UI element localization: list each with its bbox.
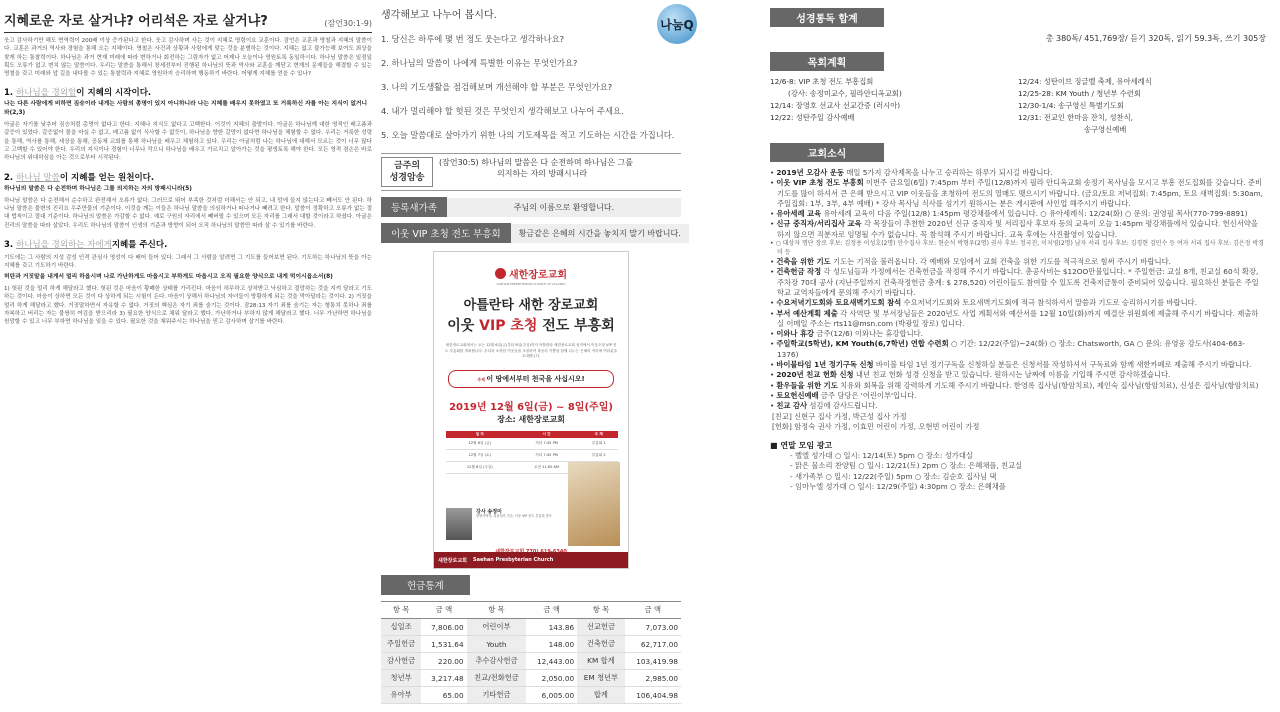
sermon-intro: 웃고 감사하기만 해도 면역력이 200배 이상 증가된다고 한다. 웃고 감사하며 사는 것이 지혜로 명령이요 교훈이다. 잠언은 교훈과 명철과 지혜의 말씀이다. 교훈은 과거의 역사와 경험을 통해 오는 지혜이다. 명철은 사건과 상황과 사람에게 맞는 것을 분별하는 것이다. 지혜는 없고 불가능해 보여도 최상을 찾게 하는 통찰력이다. 하나님은 과거 현재 미래에 따라 변하거나 회전하는 그림자가 없고 어제나 오늘이나 영원토록 동일하시다. 하나님 말씀은 일점일획도 오류가 없고 변치 않는 말씀이다. 우리는 말씀을 통해서 창세전부터 진행된 하나님의 뜻과 역사와 교훈을 깨닫고 현재의 문제들을 해결할 수 있는 명철을 갖고 미래와 앞 길을 내다볼 수 있는 통찰력과 지혜로 영원하지 승리하며 행동하기 바란다. 어떻게 지혜를 얻을 수 있나?: [4, 38, 372, 78]
section-2-underline: 하나님 말씀: [16, 172, 60, 183]
sched-cell: 저녁 7:45 PM: [514, 449, 580, 461]
offering-header: 항 목: [577, 602, 625, 619]
church-news-label: 교회소식: [770, 143, 884, 162]
memory-verse-line-2: 의지하는 자의 방패시니라: [497, 169, 588, 178]
news-item-title: 건축헌금 작정: [776, 267, 822, 277]
news-item: [770, 422, 1264, 432]
ministry-plan: [770, 77, 1280, 135]
news-item-text: 섬김에 감사드립니다.: [807, 401, 878, 411]
news-item-text: [헌화] 함정숙 권사 가정, 이효민 어린이 가정, 오현빈 어린이 가정: [772, 421, 980, 431]
news-item-text: 금주(12/6) 이와나는 휴강합니다.: [814, 329, 924, 339]
questions-heading: 생각해보고 나누어 봅시다.: [381, 10, 497, 21]
table-cell: 220.00: [421, 653, 466, 670]
table-cell: 2,985.00: [625, 670, 681, 687]
memory-verse-label-1: 금주의: [393, 161, 421, 171]
news-item-title: 2019년 오감사 운동: [776, 168, 844, 177]
section-3-heading: 3. 하나님을 경외하는 자에게지혜를 주신다.: [4, 240, 168, 251]
table-cell: 143.86: [526, 619, 577, 636]
meeting-item: - 벨엘 성가대 ○ 일시: 12/14(토) 5pm ○ 장소: 성가대실: [790, 451, 973, 461]
section-1-title: 이 지혜의 시작이다.: [76, 88, 152, 99]
news-item-text: 각 사역단 및 부서장님들은 2020년도 사업 계획서와 예산서를 12월 10일(화)까지 예결산 위원회에 제출해 주시기 바랍니다. 제출하실 이메일 주소는 rts11@msn.com (박광일 장로) 입니다.: [777, 308, 1259, 328]
ministry-plan-label: 목회계획: [770, 52, 884, 71]
news-item-text: 기도는 기적을 불러옵니다. 각 예배와 모임에서 교회 건축을 위한 기도를 적극적으로 힘써 주시기 바랍니다.: [830, 257, 1171, 267]
table-row: [381, 619, 681, 636]
news-item-title: 바이블타임 1년 정기구독 신청: [776, 360, 874, 370]
bible-reading-stats: 총 380독/ 451,769장/ 듣기 320독, 읽기 59.3독, 쓰기 305장: [1045, 34, 1266, 43]
vip-text: 황금같은 은혜의 시간을 놓치지 말기 바랍니다.: [511, 224, 689, 243]
speaker-bio: 찬양사역자, 복음성가 가수, 이웃 VIP 전도 부흥회 강사: [476, 514, 552, 519]
news-item-title: 유아세례 교육: [776, 209, 822, 219]
flyer-title-2-pre: 이웃: [447, 318, 480, 334]
news-item-title: 이와나 휴강: [776, 329, 815, 339]
table-cell: 7,806.00: [421, 619, 466, 636]
offering-row: [381, 575, 681, 595]
revival-flyer: [433, 251, 629, 569]
speaker-photo: [446, 508, 472, 540]
table-cell: 청년부: [381, 670, 421, 687]
news-item-text: 치유와 회복을 위해 강력하게 기도해 주시기 바랍니다. 한영록 집사님(항암치료), 제인숙 집사님(항암치료), 신성은 집사님(항암치료): [837, 380, 1259, 390]
plan-item: 12/22: 성탄주일 감사예배: [770, 113, 855, 122]
plan-item: 12/24: 성탄이브 징글벨 축제, 유아세례식: [1018, 77, 1152, 86]
section-1-underline: 하나님을 경외함: [16, 88, 77, 99]
news-item-text: 바이블 타임 1년 정기구독을 신청하실 분들은 신청서를 작성하셔서 구독료와 함께 새한카페로 제출해 주시기 바랍니다.: [873, 360, 1252, 370]
question-3: 3. 나의 기도생활을 점검해보며 개선해야 할 부분은 무엇인가요?: [381, 82, 613, 92]
vip-label: 이웃 VIP 초청 전도 부흥회: [381, 223, 511, 243]
flyer-slogan: [448, 370, 614, 388]
section-2-title: 이 지혜를 얻는 원천이다.: [59, 172, 155, 183]
sched-header: 시 간: [514, 431, 580, 438]
sermon-title: 지혜로운 자로 살거냐? 어리석은 자로 살거냐?: [4, 14, 268, 29]
sched-row: [446, 438, 618, 450]
section-3-verse: 허탄과 거짓말을 내게서 멀리 하옵시며 나로 가난하게도 마옵시고 부하게도 마옵시고 오직 필요한 양식으로 내게 먹이시옵소서(8): [4, 273, 333, 280]
table-cell: 기타헌금: [467, 687, 527, 704]
church-logo-icon: [495, 268, 506, 279]
flyer-logo: [434, 266, 628, 281]
news-item-title: 건축을 위한 기도: [776, 257, 831, 267]
news-item-text: ○ 기간: 12/22(주일)~24(화) ○ 장소: Chatsworth, GA ○ 문의: 유영웅 강도사(404-663-1376): [777, 339, 1245, 359]
question-5: 5. 오늘 말씀대로 살아가기 위한 나의 기도제목을 적고 기도하는 시간을 가집니다.: [381, 130, 675, 140]
sermon-reference: (잠언30:1-9): [324, 19, 372, 28]
middle-column: [381, 0, 694, 712]
bible-reading-label: 성경통독 합계: [770, 8, 884, 27]
question-2: 2. 하나님의 말씀이 나에게 특별한 이유는 무엇인가요?: [381, 58, 578, 68]
table-cell: 감사헌금: [381, 653, 421, 670]
news-item: [770, 391, 1264, 401]
news-item: [770, 370, 1264, 380]
memory-verse-label-2: 성경암송: [389, 173, 425, 183]
news-item: [770, 209, 1264, 219]
flyer-footer: [434, 552, 628, 568]
memory-verse-text: [433, 157, 681, 187]
sched-cell: 부흥회 1: [580, 438, 618, 450]
news-item-title: 이웃 VIP 초청 전도 부흥회: [776, 178, 864, 188]
vip-row: [381, 223, 681, 243]
news-item-title: 친교 감사: [776, 401, 808, 411]
sched-cell: 저녁 7:45 PM: [514, 438, 580, 450]
memory-verse-box: [381, 153, 681, 191]
news-item: [770, 219, 1264, 240]
news-item-title: 환우들을 위한 기도: [776, 380, 838, 390]
news-item-text: [친교] 신현구 집사 가정, 박근성 집사 가정: [772, 411, 907, 421]
plan-item: 12/14: 장영호 선교사 선교간증 (러시아): [770, 101, 901, 110]
table-cell: 103,419.98: [625, 653, 681, 670]
table-cell: EM 청년부: [577, 670, 625, 687]
table-cell: 유아부: [381, 687, 421, 704]
news-item: [770, 309, 1264, 330]
table-cell: 148.00: [526, 636, 577, 653]
table-cell: 추수감사헌금: [467, 653, 527, 670]
news-item-text: 매일 5가지 감사제목을 나누고 승리하는 하루가 되시길 바랍니다.: [844, 168, 1053, 177]
section-2-verse: 하나님의 말씀은 다 순전하며 하나님은 그를 의지하는 자의 방패시니라(5): [4, 185, 192, 192]
plan-item: [770, 125, 1018, 135]
section-3-body: 1) 헛된 것을 멀리 하게 해달라고 했다. 헛된 것은 마음이 황폐한 상태를 가리킨다. 마음이 허무하고 상처받고 낙심하고 절망하는 것을 지켜 달라고 기도하는 것이다. 마음이 상하면 모든 것이 다 상하게 되는 시험이 든다. 마음이 상해서 하나님의 자녀들이 방황하게 되는 것을 막아달라는 것이다. 2) 거짓을 멀리 하게 해달라고 했다. 거짓말하면서 자유할 수 없다. 거짓의 핵심은 자기 죄를 숨기는 것이다. 잠28:13 자기 죄를 숨기는 자는 형통치 못하나 죄를 자복하고 버리는 자는 불쌍히 여김을 받으리라 3) 필요한 양식으로 채워 달라고 했다. 가난하거나 부하지 않게 해달라고 했다. 너무 가난하면 하나님을 원망할 수 있고 너무 부하면 하나님을 잊을 수 있다. 필요한 것을 채워주시는 하나님을 믿고 감사하며 살기를 바란다.: [4, 285, 372, 326]
table-cell: 친교/전화헌금: [467, 670, 527, 687]
question-1: 1. 당신은 하루에 몇 번 정도 웃는다고 생각하나요?: [381, 34, 565, 44]
table-cell: 106,404.98: [625, 687, 681, 704]
table-row: [381, 670, 681, 687]
plan-item: (강사: 송정미교수, 필라안디옥교회): [788, 89, 902, 98]
memory-verse-label: [381, 157, 433, 187]
section-1-verse: 나는 다른 사람에게 비하면 짐승이라 내게는 사람의 총명이 있지 아니하니라 나는 지혜를 배우지 못하였고 또 거룩하신 자를 아는 지식이 없거니와(2,3): [4, 101, 368, 116]
news-item: [770, 401, 1264, 411]
flyer-venue: 장소: 새한장로교회: [497, 414, 565, 424]
news-item: [770, 298, 1264, 308]
news-item-text: 각 성도님들과 가정에서는 건축헌금을 작정해 주시기 바랍니다. 총공사비는 $12OO만불입니다. * 주일헌금: 교실 8개, 친교실 60석 확장, 주차장 70대 공사 (지난주일까지 건축작정헌금 총계: $ 278,520) 어린이들도 참여할 수 있도록 건축저금통이 준비되어 있습니다. 필요하신 분들은 주일학교 교역자들에게 문의해 주시기 바랍니다.: [777, 267, 1259, 297]
news-column: [770, 0, 1280, 712]
news-item-text: ○ 대상자 명단 장로 후보: 김정용 이성호(2명) 안수집사 후보: 현순석 박형우(2명) 권사 후보: 정국진, 이지영(2명) 남자 서리 집사 후보: 김경현 김민수 등 여자 서리 집사 후보: 김은정 박경미 등: [775, 240, 1264, 256]
table-cell: 십일조: [381, 619, 421, 636]
table-cell: 2,050.00: [526, 670, 577, 687]
section-2-heading: 2. 하나님 말씀이 지혜를 얻는 원천이다.: [4, 172, 155, 183]
speaker-info: [476, 510, 556, 519]
table-cell: 62,717.00: [625, 636, 681, 653]
plan-item: 송구영신예배: [1084, 125, 1127, 134]
news-item-text: 각 목장들이 추천한 2020년 신규 중직자 및 서리집사 후보자 등의 교육이 오늘 1:45pm 평강채플에서 있습니다. 헌신서약을 하지 않으면 직분자로 임명될 수가 없습니다. 꼭 참석해 주시기 바랍니다. 교육 후에는 사진촬영이 있습니다.: [777, 219, 1258, 239]
flyer-church-en: SAEHAN PRESBYTERIAN CHURCH OF ATLANTA: [496, 282, 566, 286]
offering-header: 금 액: [625, 602, 681, 619]
section-1-body: 아굴은 자기를 낮추어 짐승처럼 총명이 없다고 한다. 지혜나 지식도 없다고 고백한다. 이것이 지혜의 출발이다. 아굴은 하나님께 대한 영적인 배고픔과 갈증이 있었다. 갈증없이 물을 마실 수 없고, 배고픔 없이 식사할 수 없듯이, 하나님을 향한 갈망이 없다면 하나님을 체험할 수 없다. 우리는 거룩한 성령을 통해, 역사를 통해, 세상을 통해, 공동체 교회를 통해 하나님을 배우고 체험하고 있다. 우리는 아굴처럼 나는 하나님에 대해서 모르는 것이 너무 많다고 고백할 수 있어야 한다. 우리의 지식이나 경험이 너무나 작으니 하나님을 배우고 가르치고 알아가는 것을 평생토록 해야 한다. 모든 영적 겸손은 바로 하나님의 위대하심을 아는 것으로부터 시작된다.: [4, 122, 372, 162]
sermon-header: [4, 10, 372, 33]
news-item: [770, 381, 1264, 391]
offering-spacer: [470, 581, 681, 589]
news-item: [770, 178, 1264, 209]
flyer-footer-ko: 새한장로교회: [438, 557, 467, 564]
speaker-name: 강사 송정미: [476, 509, 502, 515]
offering-table: [381, 601, 681, 704]
table-row: [381, 636, 681, 653]
news-item-title: 주일학교(5학년), KM Youth(6,7학년) 연합 수련회: [776, 339, 949, 349]
offering-header: 금 액: [421, 602, 466, 619]
offering-header: 항 목: [467, 602, 527, 619]
table-cell: 12,443.00: [526, 653, 577, 670]
sermon-column: [0, 0, 378, 712]
sched-header: 일 자: [446, 431, 514, 438]
sched-header: 주 제: [580, 431, 618, 438]
table-cell: 어린이부: [467, 619, 527, 636]
flyer-date: 2019년 12월 6일(금) ~ 8일(주일): [449, 401, 613, 413]
sharing-q-badge: 나눔Q: [657, 4, 697, 44]
year-end-meetings-heading: ■ 연말 모임 광고: [770, 441, 833, 451]
new-family-text: 주님의 이름으로 환영합니다.: [447, 198, 681, 217]
table-cell: 65.00: [421, 687, 466, 704]
plan-item: 12/30-1/4: 송구영신 특별기도회: [1018, 101, 1124, 110]
flyer-title-2: [434, 315, 628, 335]
meeting-item: - 새가족부 ○ 일시: 12/22(주일) 5pm ○ 장소: 김순호 집사님 댁: [790, 471, 997, 481]
flyer-title-2-post: 전도 부흥회: [537, 318, 615, 334]
sched-cell: 12월 7일 (토): [446, 449, 514, 461]
flyer-title-1: 아틀란타 새한 장로교회: [463, 298, 599, 313]
plan-item: 12/25-28: KM Youth / 청년부 수련회: [1018, 89, 1141, 98]
section-3-title: 지혜를 주신다.: [111, 240, 168, 251]
church-news-list: [770, 168, 1280, 432]
flyer-intro: 새한장로교회에서는 오는 12월 6일(금)부터 8일(주일)까지 아틀란타 새한장로교회 성전에서 이웃초청 VIP 전도 부흥회를 개최합니다. 우리의 소중한 이웃들을 초청하여 복음의 기쁨을 함께 나누는 은혜의 자리에 여러분을 초대합니다.: [444, 343, 618, 358]
section-3-lead: 기도에는 그 사람의 지성 감성 인격 관심사 영성이 다 배어 들어 있다. 그래서 그 사람을 알려면 그 기도를 들어보면 된다. 기도하는 하나님의 뜻을 아는 지혜를 갖고 기도하기 바란다.: [4, 255, 372, 270]
news-item-title: 토요헌신예배: [776, 390, 819, 400]
meeting-item: - 맑은 물소리 찬양팀 ○ 일시: 12/21(토) 2pm ○ 장소: 은혜채플, 친교실: [790, 461, 1023, 471]
table-cell: 건축헌금: [577, 636, 625, 653]
news-item: [770, 339, 1264, 360]
news-item-text: 유아세례 교육이 다음 주일(12/8) 1:45pm 평강채플에서 있습니다. ○ 유아세례식: 12/24(화) ○ 문의: 권영필 목사(770-799-8891): [821, 209, 1248, 219]
memory-verse-line-1: (잠언30:5) 하나님의 말씀은 다 순전하며 하나님은 그를: [439, 158, 634, 167]
section-2-body: 하나님 말씀은 다 순전해서 순수하고 완전해서 오류가 없다. 그러므로 뛰어 부족한 것처럼 더해서는 안 되고, 내 맘에 들지 않는다고 빼서도 안 된다. 하나님 말씀은 불변의 진리요 우주만물의 기준이다. 이것을 깨는 이들은 하나님 말씀을 의심하거나 떠나거나 빼려고 한다. 말씀이 정확하고 오류가 없는 절대 법칙이고 절대 기준이다. 하나님의 말씀은 가감할 수 없다. 예로 구원의 자리에서 빼버릴 수 있으며 모든 자리를 그래서 대할 것이라고 하셨다. 아굴은 진리의 말씀을 따라 살았다. 우리도 하나님의 말씀이 인생의 기준과 방향이 되어 오직 하나님의 말씀만 따라 살 수 있기를 바란다.: [4, 197, 372, 229]
sched-cell: 12월 6일 (금): [446, 438, 514, 450]
table-cell: Youth: [467, 636, 527, 653]
sched-cell: 부흥회 2: [580, 449, 618, 461]
flyer-church-name: 새한장로교회: [509, 270, 567, 281]
sched-cell: 12월 8일 (주일): [446, 461, 514, 473]
table-cell: 3,217.48: [421, 670, 466, 687]
flyer-footer-en: Saehan Presbyterian Church: [472, 557, 554, 563]
new-family-row: [381, 197, 681, 217]
plan-item: 12/31: 전교인 한마음 잔치, 성찬식,: [1018, 113, 1133, 122]
flyer-slogan-text: 이 땅에서부터 천국을 사십시오!: [486, 374, 585, 383]
offering-header: 금 액: [526, 602, 577, 619]
plan-item: 12/6-8: VIP 초청 전도 부흥집회: [770, 77, 874, 86]
news-item-text: 이번주 금요일(6일) 7:45pm 부터 주일(12/8)까지 필라 안디옥교회 송정기 목사님을 모시고 부흥 전도집회를 갖습니다. 준비 기도를 많이 하셔서 큰 은혜 받으시고 VIP 이웃들을 초청하여 전도의 열매도 맺으시기 바랍니다. (금요/토요 저녁집회: 7:45pm, 토요 새벽집회: 5:30am, 주일집회: 1부, 3부, 4부 예배) * 강사 목사님 식사를 섬기기 원하시는 분은 게시판에 사인업 해주시기 바랍니다.: [777, 178, 1264, 208]
sched-row: [446, 449, 618, 461]
news-item-title: 신규 중직자/서리집사 교육: [776, 219, 862, 229]
news-item-title: 수요저녁기도회와 토요새벽기도회 참석: [776, 298, 902, 308]
news-item: [770, 240, 1264, 257]
section-1-heading: 1. 하나님을 경외함이 지혜의 시작이다.: [4, 88, 152, 99]
new-family-label: 등록새가족: [381, 197, 447, 217]
table-cell: 6,005.00: [526, 687, 577, 704]
news-item: [770, 360, 1264, 370]
flyer-title-2-red: VIP 초청: [479, 318, 538, 334]
news-item: [770, 412, 1264, 422]
meeting-item: - 임마누엘 성가대 ○ 일시: 12/29(주일) 4:30pm ○ 장소: 은혜채플: [790, 481, 1006, 491]
offering-header: 항 목: [381, 602, 421, 619]
table-cell: KM 합계: [577, 653, 625, 670]
news-item-title: 부서 예산계획 제출: [776, 308, 838, 318]
offering-label: 헌금통계: [381, 575, 470, 595]
table-cell: 주일헌금: [381, 636, 421, 653]
news-item-text: 금주 담당은 '어린이부'입니다.: [818, 390, 917, 400]
table-row: [381, 653, 681, 670]
table-cell: 1,531.64: [421, 636, 466, 653]
table-cell: 합계: [577, 687, 625, 704]
question-4: 4. 내가 멀리해야 할 헛된 것은 무엇인지 생각해보고 나누어 주세요.: [381, 106, 624, 116]
sched-cell: 오전 11:00 AM: [514, 461, 580, 473]
news-item: [770, 267, 1264, 298]
news-item: [770, 329, 1264, 339]
news-item-text: 수요저녁기도회와 토요새벽기도회에 적극 참석하셔서 말씀과 기도로 승리하시기를 바랍니다.: [901, 298, 1198, 308]
section-3-underline: 하나님을 경외하는 자에게: [16, 240, 112, 251]
table-row: [381, 687, 681, 704]
table-cell: 선교헌금: [577, 619, 625, 636]
cross-image: [568, 462, 620, 546]
news-item: [770, 257, 1264, 267]
flyer-slogan-pre: 주제: [477, 376, 487, 382]
news-item: [770, 168, 1264, 178]
news-item-text: 내년 친교 헌화 성경 신청을 받고 있습니다. 원하시는 날짜에 이름을 기입해 주시면 감사하겠습니다.: [853, 370, 1171, 380]
table-cell: 7,073.00: [625, 619, 681, 636]
news-item-title: 2020년 친교 헌화 신청: [776, 370, 854, 380]
